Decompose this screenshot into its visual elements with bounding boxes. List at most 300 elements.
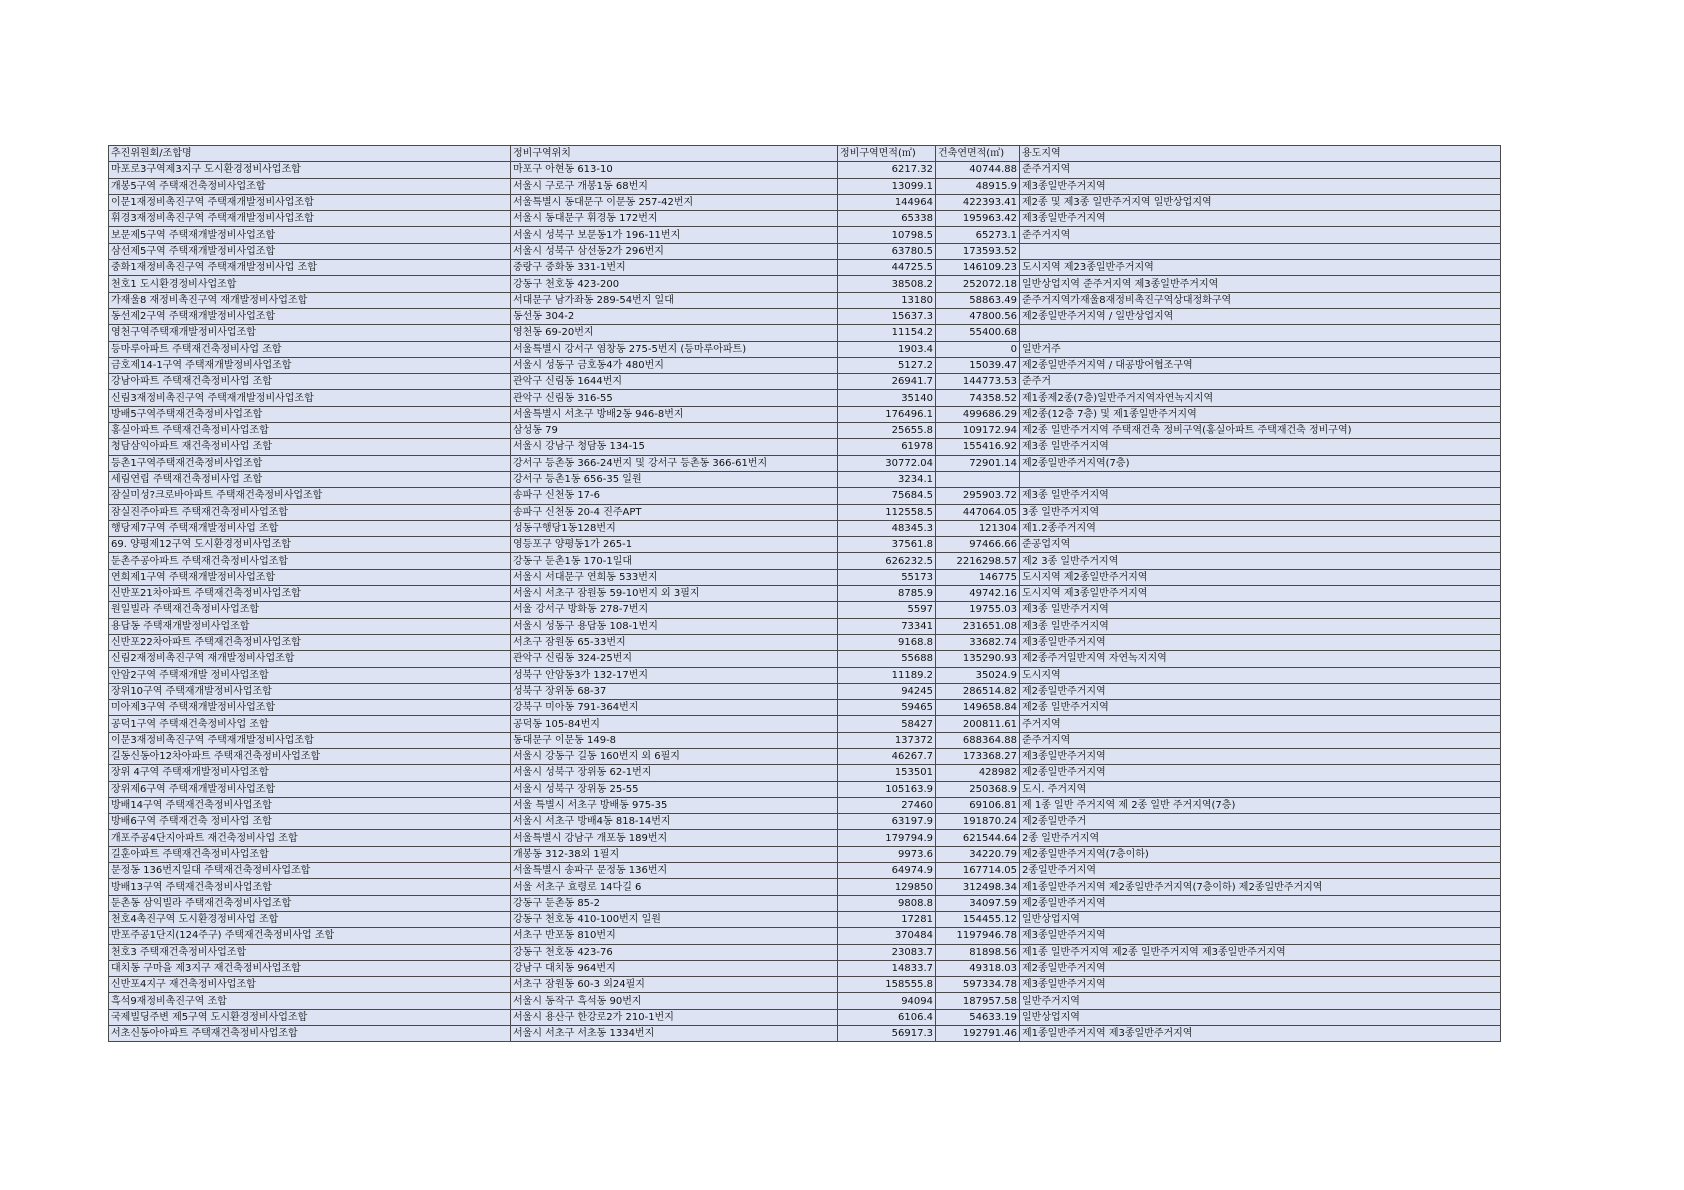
table-row bbox=[109, 993, 1501, 1009]
cell-zone-area: 94245 bbox=[838, 683, 936, 699]
table-row bbox=[109, 634, 1501, 650]
cell-floor-area: 422393.41 bbox=[936, 194, 1020, 210]
table-row bbox=[109, 374, 1501, 390]
cell-floor-area: 149658.84 bbox=[936, 700, 1020, 716]
cell-zone-area: 158555.8 bbox=[838, 977, 936, 993]
cell-floor-area: 109172.94 bbox=[936, 423, 1020, 439]
cell-union-name: 마포로3구역제3지구 도시환경정비사업조합 bbox=[109, 162, 511, 178]
cell-location: 서울특별시 강서구 염창동 275-5번지 (등마루아파트) bbox=[511, 341, 838, 357]
cell-union-name: 강남아파트 주택재건축정비사업 조합 bbox=[109, 374, 511, 390]
cell-location: 강남구 대치동 964번지 bbox=[511, 960, 838, 976]
table-row bbox=[109, 748, 1501, 764]
cell-zone-area: 55173 bbox=[838, 569, 936, 585]
cell-union-name: 둔촌동 삼익빌라 주택재건축정비사업조합 bbox=[109, 895, 511, 911]
cell-location: 서울시 성동구 금호동4가 480번지 bbox=[511, 357, 838, 373]
cell-land-use: 도시지역 bbox=[1020, 667, 1501, 683]
cell-zone-area: 14833.7 bbox=[838, 960, 936, 976]
cell-location: 서울시 서대문구 연희동 533번지 bbox=[511, 569, 838, 585]
cell-zone-area: 9808.8 bbox=[838, 895, 936, 911]
cell-zone-area: 13099.1 bbox=[838, 178, 936, 194]
cell-location: 서울시 강동구 길동 160번지 외 6필지 bbox=[511, 748, 838, 764]
cell-zone-area: 6106.4 bbox=[838, 1009, 936, 1025]
cell-union-name: 안암2구역 주택재개발 정비사업조합 bbox=[109, 667, 511, 683]
table-row bbox=[109, 781, 1501, 797]
cell-union-name: 중화1재정비촉진구역 주택재개발정비사업 조합 bbox=[109, 260, 511, 276]
cell-location: 관악구 신림동 324-25번지 bbox=[511, 651, 838, 667]
cell-location: 서울시 서초구 서초동 1334번지 bbox=[511, 1026, 838, 1042]
cell-floor-area: 286514.82 bbox=[936, 683, 1020, 699]
cell-land-use: 2종일반주거지역 bbox=[1020, 863, 1501, 879]
cell-zone-area: 35140 bbox=[838, 390, 936, 406]
cell-zone-area: 179794.9 bbox=[838, 830, 936, 846]
cell-location: 서울시 서초구 잠원동 59-10번지 외 3필지 bbox=[511, 586, 838, 602]
cell-zone-area: 73341 bbox=[838, 618, 936, 634]
cell-floor-area: 621544.64 bbox=[936, 830, 1020, 846]
cell-zone-area: 37561.8 bbox=[838, 537, 936, 553]
table-row bbox=[109, 325, 1501, 341]
cell-location: 관악구 신림동 1644번지 bbox=[511, 374, 838, 390]
cell-land-use: 제2종 및 제3종 일반주거지역 일반상업지역 bbox=[1020, 194, 1501, 210]
cell-land-use: 제3종 일반주거지역 bbox=[1020, 488, 1501, 504]
header-cell-location: 정비구역위치 bbox=[511, 146, 838, 162]
cell-union-name: 흑석9재정비촉진구역 조합 bbox=[109, 993, 511, 1009]
cell-land-use: 제2종일반주거지역 bbox=[1020, 765, 1501, 781]
cell-union-name: 서초신동아아파트 주택재건축정비사업조합 bbox=[109, 1026, 511, 1042]
cell-zone-area: 9168.8 bbox=[838, 634, 936, 650]
cell-zone-area: 13180 bbox=[838, 292, 936, 308]
cell-land-use: 일반거주 bbox=[1020, 341, 1501, 357]
cell-union-name: 신림2재정비촉진구역 재개발정비사업조합 bbox=[109, 651, 511, 667]
cell-zone-area: 94094 bbox=[838, 993, 936, 1009]
cell-land-use: 제3종 일반주거지역 bbox=[1020, 439, 1501, 455]
table-row bbox=[109, 211, 1501, 227]
cell-location: 강동구 천호동 410-100번지 일원 bbox=[511, 911, 838, 927]
cell-union-name: 잠실진주아파트 주택재건축정비사업조합 bbox=[109, 504, 511, 520]
cell-zone-area: 153501 bbox=[838, 765, 936, 781]
table-row bbox=[109, 602, 1501, 618]
table-row bbox=[109, 667, 1501, 683]
cell-zone-area: 56917.3 bbox=[838, 1026, 936, 1042]
cell-zone-area: 5597 bbox=[838, 602, 936, 618]
data-table bbox=[108, 145, 1501, 1042]
cell-location: 영천동 69-20번지 bbox=[511, 325, 838, 341]
cell-location: 강동구 둔촌1동 170-1일대 bbox=[511, 553, 838, 569]
cell-floor-area: 19755.03 bbox=[936, 602, 1020, 618]
cell-location: 성동구행당1동128번지 bbox=[511, 520, 838, 536]
cell-floor-area: 173593.52 bbox=[936, 243, 1020, 259]
cell-location: 성북구 안암동3가 132-17번지 bbox=[511, 667, 838, 683]
cell-floor-area: 499686.29 bbox=[936, 406, 1020, 422]
cell-union-name: 방배13구역 주택재건축정비사업조합 bbox=[109, 879, 511, 895]
table-row bbox=[109, 292, 1501, 308]
cell-union-name: 행당제7구역 주택재개발정비사업 조합 bbox=[109, 520, 511, 536]
cell-floor-area: 47800.56 bbox=[936, 308, 1020, 324]
table-row bbox=[109, 357, 1501, 373]
cell-zone-area: 48345.3 bbox=[838, 520, 936, 536]
cell-union-name: 원일빌라 주택재건축정비사업조합 bbox=[109, 602, 511, 618]
cell-floor-area: 55400.68 bbox=[936, 325, 1020, 341]
cell-location: 서울시 성북구 보문동1가 196-11번지 bbox=[511, 227, 838, 243]
cell-union-name: 휘경3재정비촉진구역 주택재개발정비사업조합 bbox=[109, 211, 511, 227]
cell-union-name: 이문1재정비촉진구역 주택재개발정비사업조합 bbox=[109, 194, 511, 210]
cell-zone-area: 64974.9 bbox=[838, 863, 936, 879]
table-row bbox=[109, 569, 1501, 585]
cell-land-use: 제2종일반주거지역 / 일반상업지역 bbox=[1020, 308, 1501, 324]
cell-floor-area: 34097.59 bbox=[936, 895, 1020, 911]
cell-union-name: 금호제14-1구역 주택재개발정비사업조합 bbox=[109, 357, 511, 373]
header-cell-union-name: 추진위원회/조합명 bbox=[109, 146, 511, 162]
table-row bbox=[109, 700, 1501, 716]
cell-land-use: 제3종일반주거지역 bbox=[1020, 211, 1501, 227]
cell-zone-area: 15637.3 bbox=[838, 308, 936, 324]
cell-land-use: 준주거지역 bbox=[1020, 227, 1501, 243]
cell-union-name: 삼선제5구역 주택재개발정비사업조합 bbox=[109, 243, 511, 259]
cell-land-use: 제2 3종 일반주거지역 bbox=[1020, 553, 1501, 569]
cell-land-use: 제2종일반주거지역(7층이하) bbox=[1020, 846, 1501, 862]
table-row bbox=[109, 390, 1501, 406]
table-row bbox=[109, 716, 1501, 732]
cell-location: 서울시 구로구 개봉1동 68번지 bbox=[511, 178, 838, 194]
cell-location: 서울시 성북구 삼선동2가 296번지 bbox=[511, 243, 838, 259]
table-row bbox=[109, 879, 1501, 895]
table-row bbox=[109, 977, 1501, 993]
cell-zone-area: 626232.5 bbox=[838, 553, 936, 569]
cell-floor-area: 295903.72 bbox=[936, 488, 1020, 504]
cell-location: 서초구 잠원동 65-33번지 bbox=[511, 634, 838, 650]
cell-union-name: 공덕1구역 주택재건축정비사업 조합 bbox=[109, 716, 511, 732]
table-row bbox=[109, 276, 1501, 292]
table-row bbox=[109, 895, 1501, 911]
cell-union-name: 신반포22차아파트 주택재건축정비사업조합 bbox=[109, 634, 511, 650]
cell-zone-area: 3234.1 bbox=[838, 471, 936, 487]
table-row bbox=[109, 960, 1501, 976]
cell-land-use: 제1종제2종(7층)일반주거지역자연녹지지역 bbox=[1020, 390, 1501, 406]
table-row bbox=[109, 243, 1501, 259]
cell-zone-area: 17281 bbox=[838, 911, 936, 927]
table-row bbox=[109, 683, 1501, 699]
cell-location: 서울시 용산구 한강로2가 210-1번지 bbox=[511, 1009, 838, 1025]
cell-location: 서울 서초구 효령로 14다길 6 bbox=[511, 879, 838, 895]
cell-zone-area: 11154.2 bbox=[838, 325, 936, 341]
cell-union-name: 가재울8 재정비촉진구역 재개발정비사업조합 bbox=[109, 292, 511, 308]
cell-floor-area: 49742.16 bbox=[936, 586, 1020, 602]
table-row bbox=[109, 846, 1501, 862]
cell-zone-area: 44725.5 bbox=[838, 260, 936, 276]
cell-floor-area: 250368.9 bbox=[936, 781, 1020, 797]
cell-land-use: 제3종일반주거지역 bbox=[1020, 928, 1501, 944]
cell-land-use: 제2종일반주거 bbox=[1020, 814, 1501, 830]
cell-union-name: 이문3재정비촉진구역 주택재개발정비사업조합 bbox=[109, 732, 511, 748]
cell-location: 강서구 등촌동 366-24번지 및 강서구 등촌동 366-61번지 bbox=[511, 455, 838, 471]
cell-location: 송파구 신천동 17-6 bbox=[511, 488, 838, 504]
cell-union-name: 잠실미성?크로바아파트 주택재건축정비사업조합 bbox=[109, 488, 511, 504]
cell-zone-area: 38508.2 bbox=[838, 276, 936, 292]
cell-land-use: 제3종 일반주거지역 bbox=[1020, 618, 1501, 634]
cell-location: 서울시 서초구 방배4동 818-14번지 bbox=[511, 814, 838, 830]
cell-land-use: 제2종일반주거지역(7층) bbox=[1020, 455, 1501, 471]
cell-land-use: 제2종일반주거지역 bbox=[1020, 895, 1501, 911]
cell-location: 서울 특별시 서초구 방배동 975-35 bbox=[511, 797, 838, 813]
cell-floor-area: 192791.46 bbox=[936, 1026, 1020, 1042]
cell-union-name: 신반포21차아파트 주택재건축정비사업조합 bbox=[109, 586, 511, 602]
table-row bbox=[109, 260, 1501, 276]
cell-zone-area: 55688 bbox=[838, 651, 936, 667]
cell-floor-area: 35024.9 bbox=[936, 667, 1020, 683]
table-row bbox=[109, 471, 1501, 487]
cell-floor-area: 191870.24 bbox=[936, 814, 1020, 830]
cell-land-use: 제 1종 일반 주거지역 제 2종 일반 주거지역(7층) bbox=[1020, 797, 1501, 813]
table-row bbox=[109, 863, 1501, 879]
cell-floor-area: 0 bbox=[936, 341, 1020, 357]
cell-location: 서초구 반포동 810번지 bbox=[511, 928, 838, 944]
cell-union-name: 개봉5구역 주택재건축정비사업조합 bbox=[109, 178, 511, 194]
cell-location: 서울특별시 강남구 개포동 189번지 bbox=[511, 830, 838, 846]
cell-land-use: 제2종일반주거지역 / 대공방어협조구역 bbox=[1020, 357, 1501, 373]
cell-land-use: 준주거지역 bbox=[1020, 162, 1501, 178]
cell-location: 강북구 미아동 791-364번지 bbox=[511, 700, 838, 716]
cell-zone-area: 137372 bbox=[838, 732, 936, 748]
cell-union-name: 장위 4구역 주택재개발정비사업조합 bbox=[109, 765, 511, 781]
table-row bbox=[109, 944, 1501, 960]
table-row bbox=[109, 830, 1501, 846]
table-row bbox=[109, 732, 1501, 748]
cell-union-name: 69. 양평제12구역 도시환경정비사업조합 bbox=[109, 537, 511, 553]
cell-zone-area: 11189.2 bbox=[838, 667, 936, 683]
cell-land-use: 제2종일반주거지역 bbox=[1020, 683, 1501, 699]
cell-zone-area: 63197.9 bbox=[838, 814, 936, 830]
cell-location: 서울시 동작구 흑석동 90번지 bbox=[511, 993, 838, 1009]
cell-floor-area: 74358.52 bbox=[936, 390, 1020, 406]
cell-union-name: 장위제6구역 주택재개발정비사업조합 bbox=[109, 781, 511, 797]
cell-union-name: 국제빌딩주변 제5구역 도시환경정비사업조합 bbox=[109, 1009, 511, 1025]
table-row bbox=[109, 194, 1501, 210]
cell-union-name: 세림연립 주택재건축정비사업 조합 bbox=[109, 471, 511, 487]
table-row bbox=[109, 814, 1501, 830]
cell-location: 성북구 장위동 68-37 bbox=[511, 683, 838, 699]
table-row bbox=[109, 423, 1501, 439]
cell-zone-area: 63780.5 bbox=[838, 243, 936, 259]
cell-floor-area: 173368.27 bbox=[936, 748, 1020, 764]
cell-floor-area: 144773.53 bbox=[936, 374, 1020, 390]
table-row bbox=[109, 797, 1501, 813]
cell-zone-area: 65338 bbox=[838, 211, 936, 227]
cell-land-use: 제2종주거일반지역 자연녹지지역 bbox=[1020, 651, 1501, 667]
table-row bbox=[109, 1026, 1501, 1042]
cell-zone-area: 5127.2 bbox=[838, 357, 936, 373]
cell-floor-area: 597334.78 bbox=[936, 977, 1020, 993]
table-row bbox=[109, 439, 1501, 455]
table-row bbox=[109, 553, 1501, 569]
cell-land-use: 제3종 일반주거지역 bbox=[1020, 602, 1501, 618]
cell-floor-area: 312498.34 bbox=[936, 879, 1020, 895]
cell-floor-area: 15039.47 bbox=[936, 357, 1020, 373]
cell-land-use: 제3종일반주거지역 bbox=[1020, 977, 1501, 993]
cell-location: 삼성동 79 bbox=[511, 423, 838, 439]
cell-union-name: 둔촌주공아파트 주택재건축정비사업조합 bbox=[109, 553, 511, 569]
cell-zone-area: 75684.5 bbox=[838, 488, 936, 504]
cell-land-use: 도시. 주거지역 bbox=[1020, 781, 1501, 797]
table-row bbox=[109, 651, 1501, 667]
header-row bbox=[109, 146, 1501, 162]
cell-union-name: 홍실아파트 주택재건축정비사업조합 bbox=[109, 423, 511, 439]
cell-floor-area: 1197946.78 bbox=[936, 928, 1020, 944]
cell-land-use: 2종 일반주거지역 bbox=[1020, 830, 1501, 846]
cell-location: 서울시 동대문구 휘경동 172번지 bbox=[511, 211, 838, 227]
cell-union-name: 용답동 주택재개발정비사업조합 bbox=[109, 618, 511, 634]
cell-union-name: 보문제5구역 주택재개발정비사업조합 bbox=[109, 227, 511, 243]
cell-union-name: 천호4촉진구역 도시환경정비사업 조합 bbox=[109, 911, 511, 927]
cell-union-name: 개포주공4단지아파트 재건축정비사업 조합 bbox=[109, 830, 511, 846]
table-row bbox=[109, 586, 1501, 602]
cell-land-use: 일반상업지역 준주거지역 제3종일반주거지역 bbox=[1020, 276, 1501, 292]
cell-land-use: 제3종일반주거지역 bbox=[1020, 178, 1501, 194]
cell-floor-area: 58863.49 bbox=[936, 292, 1020, 308]
cell-zone-area: 176496.1 bbox=[838, 406, 936, 422]
cell-land-use: 준주거지역 bbox=[1020, 732, 1501, 748]
cell-location: 서울특별시 송파구 문정동 136번지 bbox=[511, 863, 838, 879]
table-row bbox=[109, 928, 1501, 944]
table-row bbox=[109, 504, 1501, 520]
cell-location: 중랑구 중화동 331-1번지 bbox=[511, 260, 838, 276]
cell-floor-area: 34220.79 bbox=[936, 846, 1020, 862]
table-row bbox=[109, 308, 1501, 324]
cell-union-name: 방배5구역주택재건축정비사업조합 bbox=[109, 406, 511, 422]
cell-union-name: 연희제1구역 주택재개발정비사업조합 bbox=[109, 569, 511, 585]
cell-floor-area: 40744.88 bbox=[936, 162, 1020, 178]
cell-zone-area: 61978 bbox=[838, 439, 936, 455]
cell-union-name: 천호1 도시환경정비사업조합 bbox=[109, 276, 511, 292]
table-row bbox=[109, 618, 1501, 634]
cell-land-use: 준주거지역가재울8재정비촉진구역상대정화구역 bbox=[1020, 292, 1501, 308]
header-cell-zone-area: 정비구역면적(㎡) bbox=[838, 146, 936, 162]
cell-land-use: 도시지역 제3종일반주거지역 bbox=[1020, 586, 1501, 602]
cell-floor-area: 200811.61 bbox=[936, 716, 1020, 732]
cell-union-name: 방배14구역 주택재건축정비사업조합 bbox=[109, 797, 511, 813]
cell-union-name: 대치동 구마을 제3지구 재건축정비사업조합 bbox=[109, 960, 511, 976]
cell-zone-area: 8785.9 bbox=[838, 586, 936, 602]
cell-floor-area: 231651.08 bbox=[936, 618, 1020, 634]
cell-zone-area: 144964 bbox=[838, 194, 936, 210]
cell-zone-area: 59465 bbox=[838, 700, 936, 716]
cell-location: 강동구 둔촌동 85-2 bbox=[511, 895, 838, 911]
cell-land-use: 일반주거지역 bbox=[1020, 993, 1501, 1009]
cell-floor-area: 48915.9 bbox=[936, 178, 1020, 194]
cell-land-use bbox=[1020, 325, 1501, 341]
cell-zone-area: 58427 bbox=[838, 716, 936, 732]
cell-land-use: 도시지역 제23종일반주거지역 bbox=[1020, 260, 1501, 276]
cell-union-name: 청담삼익아파트 재건축정비사업 조합 bbox=[109, 439, 511, 455]
cell-location: 서울시 성동구 용답동 108-1번지 bbox=[511, 618, 838, 634]
cell-floor-area: 146109.23 bbox=[936, 260, 1020, 276]
cell-floor-area: 135290.93 bbox=[936, 651, 1020, 667]
cell-floor-area: 65273.1 bbox=[936, 227, 1020, 243]
cell-location: 공덕동 105-84번지 bbox=[511, 716, 838, 732]
cell-land-use: 제2종(12층 7층) 및 제1종일반주거지역 bbox=[1020, 406, 1501, 422]
cell-zone-area: 46267.7 bbox=[838, 748, 936, 764]
table-row bbox=[109, 227, 1501, 243]
cell-land-use: 제3종일반주거지역 bbox=[1020, 634, 1501, 650]
cell-union-name: 영천구역주택재개발정비사업조합 bbox=[109, 325, 511, 341]
cell-land-use: 준공업지역 bbox=[1020, 537, 1501, 553]
cell-floor-area: 688364.88 bbox=[936, 732, 1020, 748]
cell-zone-area: 10798.5 bbox=[838, 227, 936, 243]
cell-floor-area: 154455.12 bbox=[936, 911, 1020, 927]
cell-zone-area: 26941.7 bbox=[838, 374, 936, 390]
cell-zone-area: 27460 bbox=[838, 797, 936, 813]
cell-union-name: 미아제3구역 주택재개발정비사업조합 bbox=[109, 700, 511, 716]
cell-union-name: 장위10구역 주택재개발정비사업조합 bbox=[109, 683, 511, 699]
cell-union-name: 신림3재정비촉진구역 주택재개발정비사업조합 bbox=[109, 390, 511, 406]
cell-land-use: 제1종 일반주거지역 제2종 일반주거지역 제3종일반주거지역 bbox=[1020, 944, 1501, 960]
cell-floor-area: 2216298.57 bbox=[936, 553, 1020, 569]
table-row bbox=[109, 341, 1501, 357]
cell-location: 동대문구 이문동 149-8 bbox=[511, 732, 838, 748]
cell-location: 서울특별시 서초구 방배2동 946-8번지 bbox=[511, 406, 838, 422]
cell-zone-area: 25655.8 bbox=[838, 423, 936, 439]
cell-zone-area: 30772.04 bbox=[838, 455, 936, 471]
cell-location: 강서구 등촌1동 656-35 일원 bbox=[511, 471, 838, 487]
cell-location: 개봉동 312-38외 1필지 bbox=[511, 846, 838, 862]
cell-land-use bbox=[1020, 471, 1501, 487]
cell-floor-area: 49318.03 bbox=[936, 960, 1020, 976]
cell-location: 강동구 천호동 423-76 bbox=[511, 944, 838, 960]
table-row bbox=[109, 178, 1501, 194]
cell-floor-area: 167714.05 bbox=[936, 863, 1020, 879]
cell-floor-area: 252072.18 bbox=[936, 276, 1020, 292]
cell-floor-area: 97466.66 bbox=[936, 537, 1020, 553]
cell-location: 동선동 304-2 bbox=[511, 308, 838, 324]
table-row bbox=[109, 455, 1501, 471]
cell-union-name: 길동신동아12차아파트 주택재건축정비사업조합 bbox=[109, 748, 511, 764]
cell-floor-area bbox=[936, 471, 1020, 487]
cell-location: 서울특별시 동대문구 이문동 257-42번지 bbox=[511, 194, 838, 210]
cell-floor-area: 155416.92 bbox=[936, 439, 1020, 455]
cell-union-name: 문정동 136번지일대 주택재건축정비사업조합 bbox=[109, 863, 511, 879]
cell-floor-area: 195963.42 bbox=[936, 211, 1020, 227]
table-row bbox=[109, 1009, 1501, 1025]
cell-location: 서대문구 남가좌동 289-54번지 일대 bbox=[511, 292, 838, 308]
cell-land-use: 제1.2종주거지역 bbox=[1020, 520, 1501, 536]
cell-zone-area: 23083.7 bbox=[838, 944, 936, 960]
cell-land-use: 일반상업지역 bbox=[1020, 1009, 1501, 1025]
cell-floor-area: 187957.58 bbox=[936, 993, 1020, 1009]
cell-location: 서울시 강남구 청담동 134-15 bbox=[511, 439, 838, 455]
cell-floor-area: 72901.14 bbox=[936, 455, 1020, 471]
cell-land-use: 제3종일반주거지역 bbox=[1020, 748, 1501, 764]
cell-zone-area: 129850 bbox=[838, 879, 936, 895]
cell-land-use bbox=[1020, 243, 1501, 259]
cell-floor-area: 33682.74 bbox=[936, 634, 1020, 650]
cell-union-name: 동선제2구역 주택재개발정비사업조합 bbox=[109, 308, 511, 324]
cell-zone-area: 6217.32 bbox=[838, 162, 936, 178]
cell-union-name: 길훈아파트 주택재건축정비사업조합 bbox=[109, 846, 511, 862]
table-row bbox=[109, 537, 1501, 553]
cell-floor-area: 81898.56 bbox=[936, 944, 1020, 960]
cell-floor-area: 428982 bbox=[936, 765, 1020, 781]
cell-land-use: 제2종 일반주거지역 주택재건축 정비구역(홍실아파트 주택재건축 정비구역) bbox=[1020, 423, 1501, 439]
table-row bbox=[109, 488, 1501, 504]
cell-land-use: 제1종일반주거지역 제2종일반주거지역(7층이하) 제2종일반주거지역 bbox=[1020, 879, 1501, 895]
cell-land-use: 일반상업지역 bbox=[1020, 911, 1501, 927]
cell-location: 서울 강서구 방화동 278-7번지 bbox=[511, 602, 838, 618]
cell-union-name: 방배6구역 주택재건축 정비사업 조합 bbox=[109, 814, 511, 830]
cell-location: 관악구 신림동 316-55 bbox=[511, 390, 838, 406]
cell-land-use: 준주거 bbox=[1020, 374, 1501, 390]
cell-floor-area: 447064.05 bbox=[936, 504, 1020, 520]
table-row bbox=[109, 406, 1501, 422]
header-cell-land-use: 용도지역 bbox=[1020, 146, 1501, 162]
cell-location: 서울시 성북구 장위동 25-55 bbox=[511, 781, 838, 797]
